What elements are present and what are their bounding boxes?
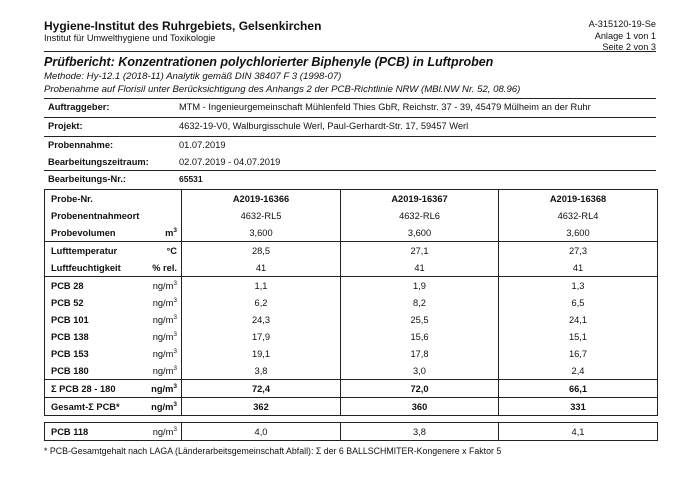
project-label: Projekt: bbox=[48, 121, 83, 131]
pcb-congener-value: 3,0 bbox=[341, 362, 499, 380]
pcb-congener-unit: $ng/m^3$ bbox=[137, 294, 182, 311]
volume-value: 3,600 bbox=[341, 224, 499, 242]
sampling-date-value: 01.07.2019 bbox=[179, 140, 226, 150]
pcb-congener-value: 24,1 bbox=[499, 311, 658, 328]
table-spacer-row bbox=[45, 416, 658, 423]
table-row-volume bbox=[45, 224, 658, 242]
table-row-pcb-congener bbox=[45, 362, 658, 380]
total-pcb-value: 331 bbox=[499, 398, 658, 416]
pcb-congener-value: 2,4 bbox=[499, 362, 658, 380]
sample-number-label: Probe-Nr. bbox=[45, 190, 137, 208]
pcb-results-table bbox=[44, 189, 658, 441]
page-number: Seite 2 von 3 bbox=[602, 42, 656, 52]
pcb-sum-value: 72,4 bbox=[182, 380, 341, 398]
table-row-pcb-congener bbox=[45, 277, 658, 295]
pcb118-unit: $ng/m^3$ bbox=[137, 423, 182, 441]
humidity-unit: % rel. bbox=[137, 259, 182, 277]
pcb118-label: PCB 118 bbox=[45, 423, 137, 441]
volume-value: 3,600 bbox=[499, 224, 658, 242]
table-row-pcb-sum bbox=[45, 380, 658, 398]
pcb-congener-value: 17,9 bbox=[182, 328, 341, 345]
table-row-pcb-congener bbox=[45, 311, 658, 328]
department-name: Institut für Umwelthygiene und Toxikologie bbox=[44, 33, 216, 43]
location-value: 4632-RL4 bbox=[499, 207, 658, 224]
temperature-value: 28,5 bbox=[182, 242, 341, 260]
pcb-congener-unit: $ng/m^3$ bbox=[137, 311, 182, 328]
total-pcb-unit: $ng/m^3$ bbox=[137, 398, 182, 416]
report-title: Prüfbericht: Konzentrationen polychlorierter Biphenyle (PCB) in Luftproben bbox=[44, 55, 494, 69]
pcb118-value: 4,1 bbox=[499, 423, 658, 441]
header-divider bbox=[44, 51, 656, 52]
temperature-value: 27,1 bbox=[341, 242, 499, 260]
pcb-congener-value: 17,8 bbox=[341, 345, 499, 362]
table-row-pcb-congener bbox=[45, 345, 658, 362]
pcb-sum-value: 72,0 bbox=[341, 380, 499, 398]
sample-number: A2019-16368 bbox=[499, 190, 658, 208]
sampling-date-label: Probennahme: bbox=[48, 140, 114, 150]
temperature-unit: °C bbox=[137, 242, 182, 260]
pcb-congener-value: 8,2 bbox=[341, 294, 499, 311]
info-divider-top bbox=[44, 98, 656, 99]
sample-number: A2019-16366 bbox=[182, 190, 341, 208]
pcb-congener-unit: $ng/m^3$ bbox=[137, 277, 182, 295]
pcb-congener-value: 24,3 bbox=[182, 311, 341, 328]
ref-number: A-315120-19-Se bbox=[588, 19, 656, 29]
client-value: MTM - Ingenieurgemeinschaft Mühlenfeld Thies GbR, Reichstr. 37 - 39, 45479 Mülheim an der Ruhr bbox=[179, 102, 591, 112]
pcb-congener-value: 3,8 bbox=[182, 362, 341, 380]
document-reference bbox=[589, 19, 656, 54]
total-pcb-value: 362 bbox=[182, 398, 341, 416]
pcb-congener-value: 6,5 bbox=[499, 294, 658, 311]
location-value: 4632-RL5 bbox=[182, 207, 341, 224]
table-row-total-pcb bbox=[45, 398, 658, 416]
pcb-congener-label: PCB 153 bbox=[45, 345, 137, 362]
location-label: Probenentnahmeort bbox=[45, 207, 182, 224]
pcb-congener-value: 1,1 bbox=[182, 277, 341, 295]
pcb118-value: 3,8 bbox=[341, 423, 499, 441]
info-divider bbox=[44, 117, 656, 118]
volume-unit: $m^3$ bbox=[137, 224, 182, 242]
pcb118-value: 4,0 bbox=[182, 423, 341, 441]
period-value: 02.07.2019 - 04.07.2019 bbox=[179, 157, 281, 167]
volume-value: 3,600 bbox=[182, 224, 341, 242]
institute-name: Hygiene-Institut des Ruhrgebiets, Gelsenkirchen bbox=[44, 19, 322, 33]
footnote: * PCB-Gesamtgehalt nach LAGA (Länderarbeitsgemeinschaft Abfall): Σ der 6 BALLSCHMITER-Kongenere x Faktor 5 bbox=[44, 446, 502, 456]
table-row-humidity bbox=[45, 259, 658, 277]
project-value: 4632-19-V0, Walburgisschule Werl, Paul-Gerhardt-Str. 17, 59457 Werl bbox=[179, 121, 469, 131]
attachment-info: Anlage 1 von 1 bbox=[594, 30, 656, 41]
pcb-congener-value: 15,6 bbox=[341, 328, 499, 345]
humidity-value: 41 bbox=[499, 259, 658, 277]
table-row-location bbox=[45, 207, 658, 224]
humidity-value: 41 bbox=[182, 259, 341, 277]
pcb-congener-label: PCB 180 bbox=[45, 362, 137, 380]
pcb-congener-value: 1,3 bbox=[499, 277, 658, 295]
pcb-congener-unit: $ng/m^3$ bbox=[137, 345, 182, 362]
total-pcb-value: 360 bbox=[341, 398, 499, 416]
job-number-label: Bearbeitungs-Nr.: bbox=[48, 174, 127, 184]
pcb-sum-value: 66,1 bbox=[499, 380, 658, 398]
volume-label: Probevolumen bbox=[45, 224, 137, 242]
pcb-sum-unit: $ng/m^3$ bbox=[137, 380, 182, 398]
pcb-congener-unit: $ng/m^3$ bbox=[137, 362, 182, 380]
temperature-label: Lufttemperatur bbox=[45, 242, 137, 260]
period-label: Bearbeitungszeitraum: bbox=[48, 157, 149, 167]
table-row-pcb118 bbox=[45, 423, 658, 441]
pcb-congener-value: 16,7 bbox=[499, 345, 658, 362]
sampling-line: Probenahme auf Florisil unter Berücksichtigung des Anhangs 2 der PCB-Richtlinie NRW (MBl.NW Nr. 52, 08.96) bbox=[44, 84, 521, 95]
table-row-pcb-congener bbox=[45, 294, 658, 311]
pcb-congener-label: PCB 28 bbox=[45, 277, 137, 295]
temperature-value: 27,3 bbox=[499, 242, 658, 260]
pcb-congener-label: PCB 52 bbox=[45, 294, 137, 311]
table-row-sample-numbers bbox=[45, 190, 658, 208]
pcb-congener-rows bbox=[45, 277, 658, 380]
pcb-congener-label: PCB 101 bbox=[45, 311, 137, 328]
pcb-congener-value: 25,5 bbox=[341, 311, 499, 328]
client-label: Auftraggeber: bbox=[48, 102, 110, 112]
total-pcb-label: Gesamt-Σ PCB* bbox=[45, 398, 137, 416]
pcb-congener-value: 19,1 bbox=[182, 345, 341, 362]
table-row-pcb-congener bbox=[45, 328, 658, 345]
info-divider bbox=[44, 170, 656, 171]
sample-number: A2019-16367 bbox=[341, 190, 499, 208]
location-value: 4632-RL6 bbox=[341, 207, 499, 224]
pcb-congener-label: PCB 138 bbox=[45, 328, 137, 345]
job-number-value: 65531 bbox=[179, 174, 203, 184]
pcb-congener-unit: $ng/m^3$ bbox=[137, 328, 182, 345]
pcb-congener-value: 1,9 bbox=[341, 277, 499, 295]
method-line: Methode: Hy-12.1 (2018-11) Analytik gemäß DIN 38407 F 3 (1998-07) bbox=[44, 71, 342, 82]
pcb-congener-value: 6,2 bbox=[182, 294, 341, 311]
humidity-label: Luftfeuchtigkeit bbox=[45, 259, 137, 277]
table-row-temperature bbox=[45, 242, 658, 260]
info-divider bbox=[44, 136, 656, 137]
pcb-sum-label: Σ PCB 28 - 180 bbox=[45, 380, 137, 398]
pcb-congener-value: 15,1 bbox=[499, 328, 658, 345]
humidity-value: 41 bbox=[341, 259, 499, 277]
